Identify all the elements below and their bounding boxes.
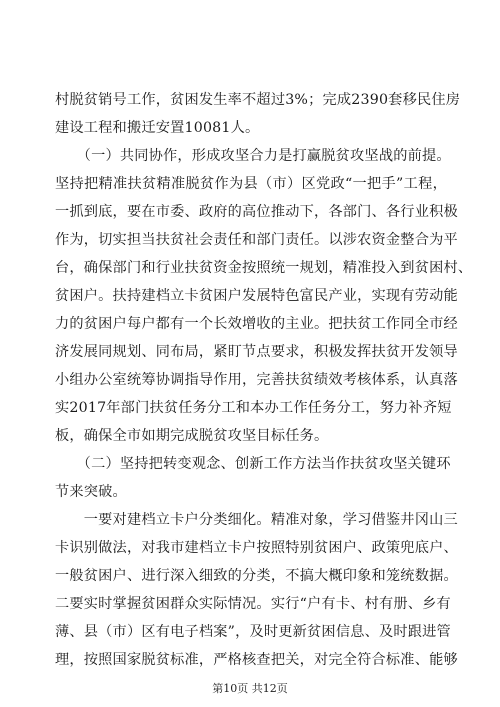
text-line: 理，按照国家脱贫标准，严格核查把关，对完全符合标准、能够 [55, 652, 458, 668]
text-line: 板，确保全市如期完成脱贫攻坚目标任务。 [55, 428, 329, 444]
text-line: 实2017年部门扶贫任务分工和本办工作任务分工，努力补齐短 [55, 400, 452, 416]
text-line: 卡识别做法，对我市建档立卡户按照特别贫困户、政策兜底户、 [55, 540, 458, 556]
text-line: 一抓到底，要在市委、政府的高位推动下，各部门、各行业积极 [55, 204, 458, 220]
text-line: 薄、县（市）区有电子档案”，及时更新贫困信息、及时跟进管 [55, 624, 451, 640]
text-line: （一）共同协作，形成攻坚合力是打赢脱贫攻坚战的前提。 [55, 148, 451, 164]
text-line: 二要实时掌握贫困群众实际情况。实行“户有卡、村有册、乡有 [55, 596, 451, 612]
text-line: 台，确保部门和行业扶贫资金按照统一规划，精准投入到贫困村、 [55, 260, 473, 276]
text-line: 节来突破。 [55, 484, 127, 500]
text-line: 力的贫困户每户都有一个长效增收的主业。把扶贫工作同全市经 [55, 316, 458, 332]
text-line: 一要对建档立卡户分类细化。精准对象，学习借鉴井冈山三 [55, 512, 458, 528]
text-line: 小组办公室统筹协调指导作用，完善扶贫绩效考核体系，认真落 [55, 372, 458, 388]
text-line: 村脱贫销号工作，贫困发生率不超过3%；完成2390套移民住房 [55, 92, 461, 108]
text-line: 济发展同规划、同布局，紧盯节点要求，积极发挥扶贫开发领导 [55, 344, 458, 360]
body-text [55, 86, 473, 674]
text-line: 建设工程和搬迁安置10081人。 [55, 120, 260, 136]
text-line: 一般贫困户、进行深入细致的分类，不搞大概印象和笼统数据。 [55, 568, 458, 584]
text-line: 作为，切实担当扶贫社会责任和部门责任。以涉农资金整合为平 [55, 232, 458, 248]
text-line: 坚持把精准扶贫精准脱贫作为县（市）区党政“一把手”工程， [55, 176, 447, 192]
page-number: 第10页 共12页 [212, 682, 288, 695]
text-line: 贫困户。扶持建档立卡贫困户发展特色富民产业，实现有劳动能 [55, 288, 458, 304]
text-line: （二）坚持把转变观念、创新工作方法当作扶贫攻坚关键环 [55, 456, 451, 472]
